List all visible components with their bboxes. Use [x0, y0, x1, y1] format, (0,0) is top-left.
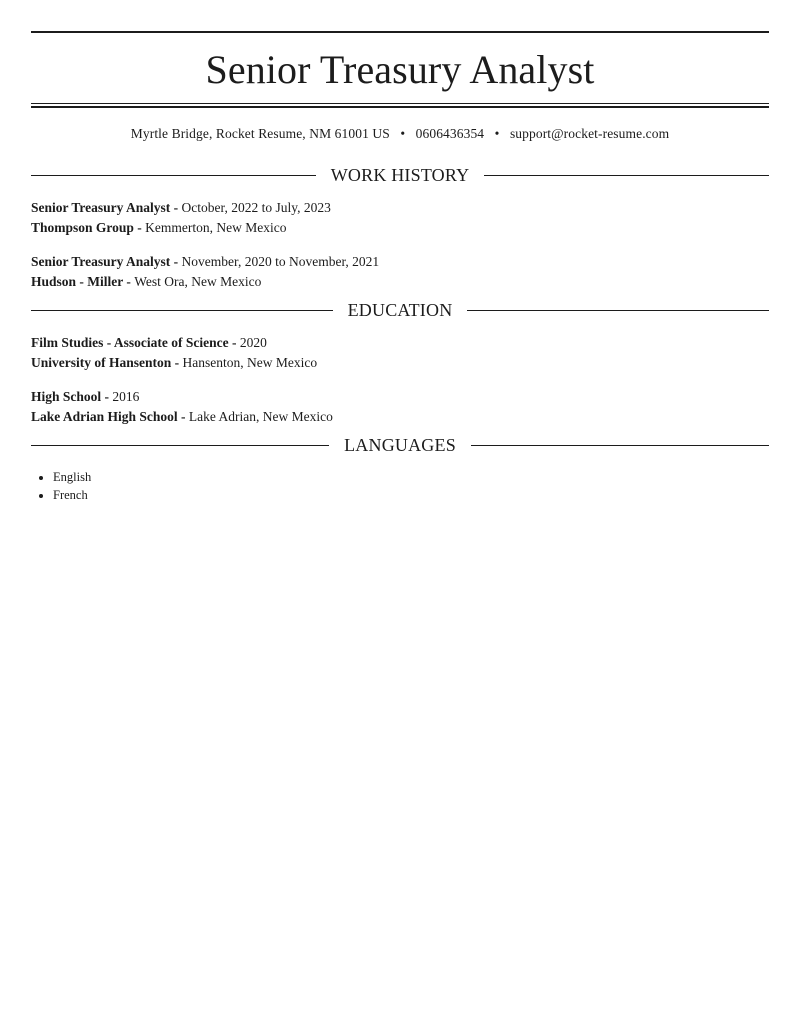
degree-line	[31, 387, 769, 407]
language-item: • English	[53, 468, 769, 486]
section-title: EDUCATION	[347, 300, 453, 320]
education-entry	[31, 387, 769, 427]
heading-rule-right	[467, 310, 769, 311]
school-line	[31, 407, 769, 427]
dash: -	[101, 389, 113, 404]
section-heading	[31, 433, 769, 457]
contact-address: Myrtle Bridge, Rocket Resume, NM 61001 US	[130, 126, 390, 141]
company-location: Kemmerton, New Mexico	[145, 220, 287, 235]
dash: -	[171, 355, 183, 370]
company-line	[31, 218, 769, 238]
school-location: Lake Adrian, New Mexico	[188, 409, 333, 424]
company-line	[31, 272, 769, 292]
graduation-year: 2020	[239, 335, 267, 350]
top-rule	[31, 31, 769, 33]
school-name: Lake Adrian High School	[31, 409, 178, 424]
contact-email: support@rocket-resume.com	[509, 126, 670, 141]
heading-rule-right	[484, 175, 769, 176]
job-title: Senior Treasury Analyst	[31, 254, 171, 269]
resume-title: Senior Treasury Analyst	[205, 47, 595, 92]
dash: -	[123, 274, 135, 289]
section-heading	[31, 298, 769, 322]
dash: -	[133, 220, 146, 235]
company-location: West Ora, New Mexico	[134, 274, 262, 289]
heading-rule-left	[31, 310, 333, 311]
section-title: LANGUAGES	[344, 435, 456, 455]
dash: -	[170, 200, 182, 215]
company-name: Thompson Group	[31, 220, 134, 235]
school-line	[31, 353, 769, 373]
school-name: University of Hansenton	[31, 355, 172, 370]
work-entry	[31, 198, 769, 238]
dash: -	[228, 335, 240, 350]
education-entry	[31, 333, 769, 373]
degree-line	[31, 333, 769, 353]
job-line	[31, 198, 769, 218]
languages-section	[31, 433, 769, 504]
double-rule-thick	[31, 106, 769, 108]
job-dates: October, 2022 to July, 2023	[181, 200, 331, 215]
heading-rule-left	[31, 175, 316, 176]
school-location: Hansenton, New Mexico	[182, 355, 318, 370]
contact-line	[31, 125, 769, 143]
section-heading	[31, 163, 769, 187]
bullet-separator: •	[400, 126, 406, 141]
heading-rule-right	[471, 445, 769, 446]
bullet-separator: •	[494, 126, 500, 141]
contact-phone: 0606436354	[415, 126, 485, 141]
job-title: Senior Treasury Analyst	[31, 200, 171, 215]
dash: -	[170, 254, 182, 269]
double-rule-thin	[31, 103, 769, 104]
languages-list	[31, 468, 769, 504]
language-item: • French	[53, 486, 769, 504]
heading-rule-left	[31, 445, 329, 446]
education-section	[31, 298, 769, 427]
graduation-year: 2016	[112, 389, 140, 404]
company-name: Hudson - Miller	[31, 274, 124, 289]
degree: Film Studies - Associate of Science	[31, 335, 229, 350]
dash: -	[177, 409, 189, 424]
resume-page	[31, 31, 769, 504]
section-title: WORK HISTORY	[330, 165, 470, 185]
work-entry	[31, 252, 769, 292]
job-dates: November, 2020 to November, 2021	[181, 254, 380, 269]
work-history-section	[31, 163, 769, 292]
job-line	[31, 252, 769, 272]
degree: High School	[31, 389, 102, 404]
title-double-rule	[31, 103, 769, 108]
